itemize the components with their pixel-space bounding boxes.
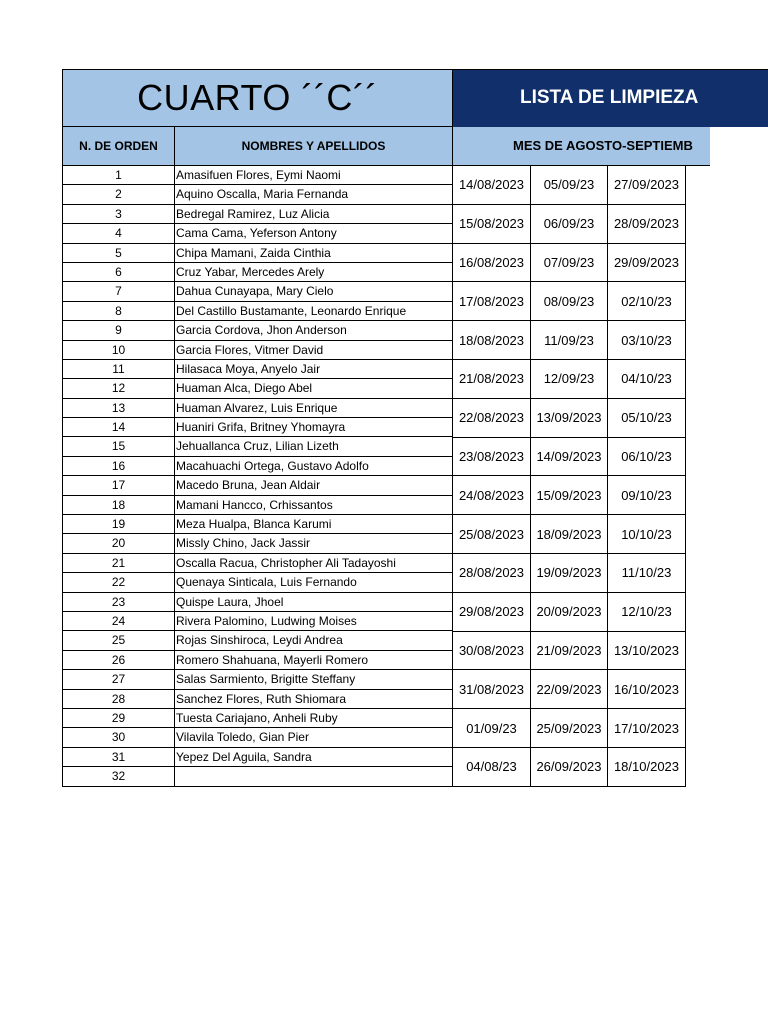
cleaning-date: 04/10/23	[608, 360, 686, 399]
student-name: Amasifuen Flores, Eymi Naomi	[175, 166, 453, 185]
order-number: 14	[62, 418, 175, 437]
cleaning-date: 27/09/2023	[608, 166, 686, 205]
cleaning-date: 30/08/2023	[453, 632, 531, 671]
order-number: 25	[62, 631, 175, 650]
cleaning-date: 07/09/23	[531, 244, 608, 283]
order-number: 6	[62, 263, 175, 282]
banner-text: LISTA DE LIMPIEZA	[520, 87, 699, 108]
order-number: 23	[62, 593, 175, 612]
cleaning-date: 18/10/2023	[608, 748, 686, 787]
student-name: Meza Hualpa, Blanca Karumi	[175, 515, 453, 534]
student-name: Quenaya Sinticala, Luis Fernando	[175, 573, 453, 592]
cleaning-date: 25/09/2023	[531, 709, 608, 748]
date-column-2	[531, 166, 608, 787]
cleaning-date: 23/08/2023	[453, 438, 531, 477]
cleaning-date: 24/08/2023	[453, 476, 531, 515]
student-name: Rivera Palomino, Ludwing Moises	[175, 612, 453, 631]
list-banner	[453, 69, 768, 127]
student-name: Huaman Alca, Diego Abel	[175, 379, 453, 398]
order-number: 22	[62, 573, 175, 592]
student-name: Mamani Hancco, Crhissantos	[175, 496, 453, 515]
order-number: 31	[62, 748, 175, 767]
order-number: 29	[62, 709, 175, 728]
student-name: Yepez Del Aguila, Sandra	[175, 748, 453, 767]
cleaning-date: 14/09/2023	[531, 438, 608, 477]
cleaning-date: 08/09/23	[531, 282, 608, 321]
cleaning-date: 28/08/2023	[453, 554, 531, 593]
cleaning-date: 16/10/2023	[608, 670, 686, 709]
order-number: 9	[62, 321, 175, 340]
order-number: 2	[62, 185, 175, 204]
cleaning-date: 21/09/2023	[531, 632, 608, 671]
student-name: Del Castillo Bustamante, Leonardo Enrique	[175, 302, 453, 321]
cleaning-date: 26/09/2023	[531, 748, 608, 787]
cleaning-date: 18/08/2023	[453, 321, 531, 360]
student-name: Quispe Laura, Jhoel	[175, 593, 453, 612]
month-header	[453, 127, 710, 166]
cleaning-date: 06/09/23	[531, 205, 608, 244]
order-number: 12	[62, 379, 175, 398]
order-number: 3	[62, 205, 175, 224]
classroom-title: CUARTO ´´C´´	[62, 69, 453, 127]
order-number: 18	[62, 496, 175, 515]
student-name-column	[175, 166, 453, 787]
order-number: 20	[62, 534, 175, 553]
date-column-3	[608, 166, 686, 787]
order-number: 17	[62, 476, 175, 495]
student-name: Aquino Oscalla, Maria Fernanda	[175, 185, 453, 204]
cleaning-date: 12/10/23	[608, 593, 686, 632]
cleaning-date: 15/08/2023	[453, 205, 531, 244]
order-number: 16	[62, 457, 175, 476]
order-number: 1	[62, 166, 175, 185]
cleaning-date: 16/08/2023	[453, 244, 531, 283]
names-column-header: NOMBRES Y APELLIDOS	[174, 127, 453, 166]
cleaning-date: 29/09/2023	[608, 244, 686, 283]
student-name: Macedo Bruna, Jean Aldair	[175, 476, 453, 495]
student-name: Garcia Flores, Vitmer David	[175, 341, 453, 360]
cleaning-date: 21/08/2023	[453, 360, 531, 399]
student-name: Cruz Yabar, Mercedes Arely	[175, 263, 453, 282]
order-number: 11	[62, 360, 175, 379]
order-number: 26	[62, 651, 175, 670]
cleaning-date: 09/10/23	[608, 476, 686, 515]
cleaning-date: 11/09/23	[531, 321, 608, 360]
cleaning-date: 20/09/2023	[531, 593, 608, 632]
order-number: 4	[62, 224, 175, 243]
cleaning-date: 05/09/23	[531, 166, 608, 205]
student-name: Sanchez Flores, Ruth Shiomara	[175, 690, 453, 709]
cleaning-date: 04/08/23	[453, 748, 531, 787]
cleaning-date: 06/10/23	[608, 438, 686, 477]
cleaning-date: 22/09/2023	[531, 670, 608, 709]
cleaning-date: 15/09/2023	[531, 476, 608, 515]
student-name: Huaniri Grifa, Britney Yhomayra	[175, 418, 453, 437]
cleaning-date: 02/10/23	[608, 282, 686, 321]
student-name: Salas Sarmiento, Brigitte Steffany	[175, 670, 453, 689]
cleaning-date: 14/08/2023	[453, 166, 531, 205]
student-name: Dahua Cunayapa, Mary Cielo	[175, 282, 453, 301]
cleaning-date: 13/10/2023	[608, 632, 686, 671]
cleaning-date: 31/08/2023	[453, 670, 531, 709]
order-number: 5	[62, 244, 175, 263]
student-name: Missly Chino, Jack Jassir	[175, 534, 453, 553]
student-name: Hilasaca Moya, Anyelo Jair	[175, 360, 453, 379]
order-number: 15	[62, 437, 175, 456]
student-name: Tuesta Cariajano, Anheli Ruby	[175, 709, 453, 728]
cleaning-date: 28/09/2023	[608, 205, 686, 244]
month-header-text: MES DE AGOSTO-SEPTIEMB	[513, 138, 693, 153]
student-name: Huaman Alvarez, Luis Enrique	[175, 399, 453, 418]
cleaning-date: 11/10/23	[608, 554, 686, 593]
order-number: 32	[62, 767, 175, 786]
order-number: 30	[62, 728, 175, 747]
order-number: 8	[62, 302, 175, 321]
student-name: Romero Shahuana, Mayerli Romero	[175, 651, 453, 670]
cleaning-date: 03/10/23	[608, 321, 686, 360]
cleaning-date: 22/08/2023	[453, 399, 531, 438]
student-name: Oscalla Racua, Christopher Ali Tadayoshi	[175, 554, 453, 573]
student-name: Bedregal Ramirez, Luz Alicia	[175, 205, 453, 224]
order-number: 19	[62, 515, 175, 534]
student-name: Rojas Sinshiroca, Leydi Andrea	[175, 631, 453, 650]
cleaning-date: 10/10/23	[608, 515, 686, 554]
cleaning-date: 05/10/23	[608, 399, 686, 438]
student-name	[175, 767, 453, 786]
cleaning-date: 01/09/23	[453, 709, 531, 748]
student-name: Macahuachi Ortega, Gustavo Adolfo	[175, 457, 453, 476]
cleaning-date: 29/08/2023	[453, 593, 531, 632]
order-number: 24	[62, 612, 175, 631]
order-number: 28	[62, 690, 175, 709]
cleaning-date: 13/09/2023	[531, 399, 608, 438]
order-number: 13	[62, 399, 175, 418]
order-number: 21	[62, 554, 175, 573]
cleaning-date: 19/09/2023	[531, 554, 608, 593]
student-name: Jehuallanca Cruz, Lilian Lizeth	[175, 437, 453, 456]
student-name: Chipa Mamani, Zaida Cinthia	[175, 244, 453, 263]
order-number-column	[62, 166, 175, 787]
cleaning-date: 12/09/23	[531, 360, 608, 399]
order-column-header: N. DE ORDEN	[62, 127, 175, 166]
student-name: Vilavila Toledo, Gian Pier	[175, 728, 453, 747]
order-number: 10	[62, 341, 175, 360]
cleaning-date: 25/08/2023	[453, 515, 531, 554]
student-name: Garcia Cordova, Jhon Anderson	[175, 321, 453, 340]
date-column-1	[453, 166, 531, 787]
cleaning-date: 18/09/2023	[531, 515, 608, 554]
order-number: 7	[62, 282, 175, 301]
order-number: 27	[62, 670, 175, 689]
student-name: Cama Cama, Yeferson Antony	[175, 224, 453, 243]
cleaning-date: 17/08/2023	[453, 282, 531, 321]
cleaning-date: 17/10/2023	[608, 709, 686, 748]
